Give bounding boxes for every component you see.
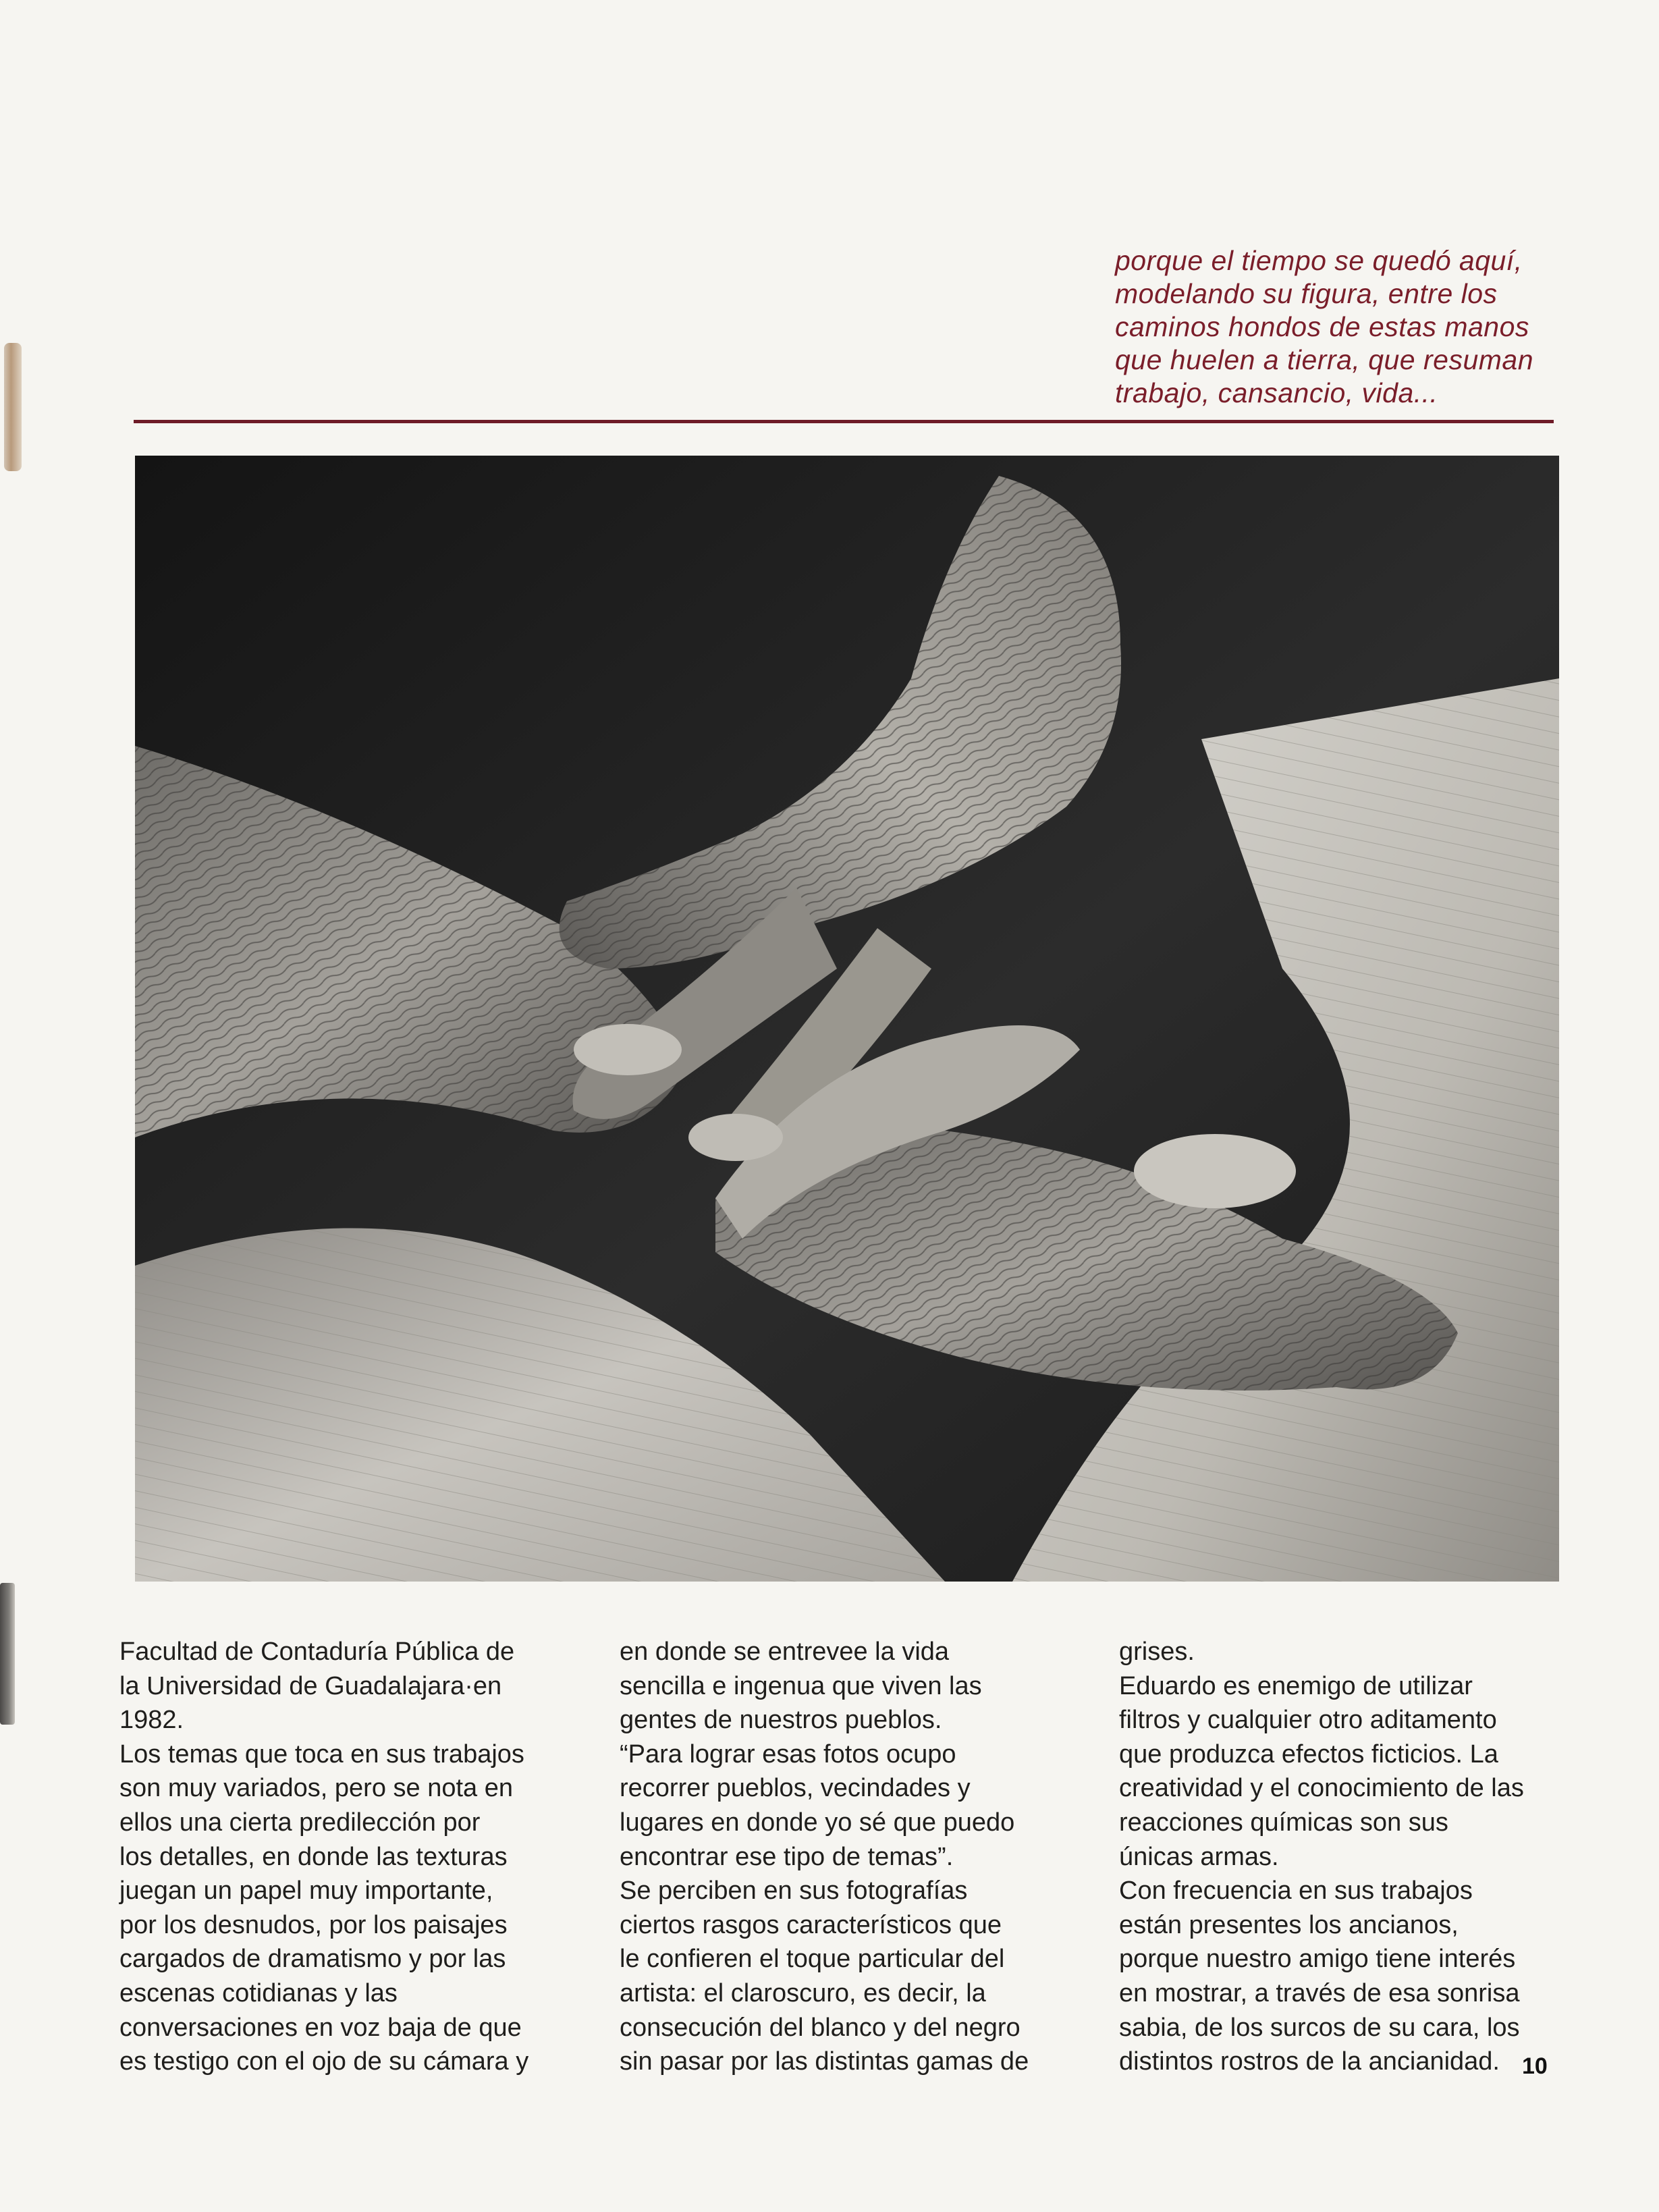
pull-quote-line: caminos hondos de estas manos <box>1115 311 1529 342</box>
text-line: Facultad de Contaduría Pública de <box>119 1638 515 1666</box>
text-line: porque nuestro amigo tiene interés <box>1119 1945 1516 1974</box>
text-line: recorrer pueblos, vecindades y <box>620 1774 971 1803</box>
text-column-3 <box>1119 1635 1578 2079</box>
text-line: sin pasar por las distintas gamas de <box>620 2047 1029 2076</box>
text-line: escenas cotidianas y las <box>119 1978 398 2007</box>
divider-rule <box>134 420 1554 423</box>
text-line: reacciones químicas son sus <box>1119 1808 1448 1837</box>
hands-photograph <box>135 456 1559 1582</box>
binding-staple <box>0 1583 15 1725</box>
pull-quote-line: modelando su figura, entre los <box>1115 278 1498 309</box>
text-line: Los temas que toca en sus trabajos <box>119 1739 524 1769</box>
text-line: son muy variados, pero se nota en <box>119 1774 514 1803</box>
text-line: encontrar ese tipo de temas”. <box>620 1842 954 1871</box>
text-line: ciertos rasgos característicos que <box>620 1910 1002 1939</box>
text-line: Con frecuencia en sus trabajos <box>1119 1877 1473 1906</box>
text-line: únicas armas. <box>1119 1842 1279 1871</box>
photo-illustration <box>135 456 1559 1582</box>
text-line: en mostrar, a través de esa sonrisa <box>1119 1978 1520 2007</box>
text-line: artista: el claroscuro, es decir, la <box>620 1978 986 2007</box>
text-line: están presentes los ancianos, <box>1119 1910 1459 1939</box>
pull-quote-line: porque el tiempo se quedó aquí, <box>1115 245 1523 276</box>
pull-quote-line: que huelen a tierra, que resuman <box>1115 344 1534 375</box>
text-line: los detalles, en donde las texturas <box>119 1842 508 1871</box>
text-line: gentes de nuestros pueblos. <box>620 1706 942 1735</box>
text-line: ellos una cierta predilección por <box>119 1808 481 1837</box>
text-line: por los desnudos, por los paisajes <box>119 1910 508 1939</box>
text-line: conversaciones en voz baja de que <box>119 2013 522 2042</box>
text-line: le confieren el toque particular del <box>620 1945 1005 1974</box>
pull-quote-line: trabajo, cansancio, vida... <box>1115 377 1438 408</box>
text-line: grises. <box>1119 1638 1195 1666</box>
text-line: la Universidad de Guadalajara·en <box>119 1671 502 1700</box>
text-line: Se perciben en sus fotografías <box>620 1877 968 1906</box>
pull-quote <box>1115 244 1574 410</box>
text-column-1 <box>119 1635 578 2079</box>
text-line: es testigo con el ojo de su cámara y <box>119 2047 529 2076</box>
text-line: sencilla e ingenua que viven las <box>620 1671 982 1700</box>
text-line: juegan un papel muy importante, <box>119 1877 493 1906</box>
text-line: lugares en donde yo sé que puedo <box>620 1808 1015 1837</box>
binding-rust-mark <box>4 343 22 471</box>
text-line: filtros y cualquier otro aditamento <box>1119 1706 1497 1735</box>
text-line: consecución del blanco y del negro <box>620 2013 1021 2042</box>
text-line: cargados de dramatismo y por las <box>119 1945 506 1974</box>
text-column-2 <box>620 1635 1079 2079</box>
text-line: creatividad y el conocimiento de las <box>1119 1774 1524 1803</box>
text-line: distintos rostros de la ancianidad. <box>1119 2047 1500 2076</box>
text-line: sabia, de los surcos de su cara, los <box>1119 2013 1520 2042</box>
page-number: 10 <box>1522 2053 1548 2079</box>
text-line: que produzca efectos ficticios. La <box>1119 1739 1498 1769</box>
text-line: 1982. <box>119 1706 184 1735</box>
text-line: en donde se entrevee la vida <box>620 1638 950 1666</box>
text-line: “Para lograr esas fotos ocupo <box>620 1739 956 1769</box>
text-line: Eduardo es enemigo de utilizar <box>1119 1671 1473 1700</box>
